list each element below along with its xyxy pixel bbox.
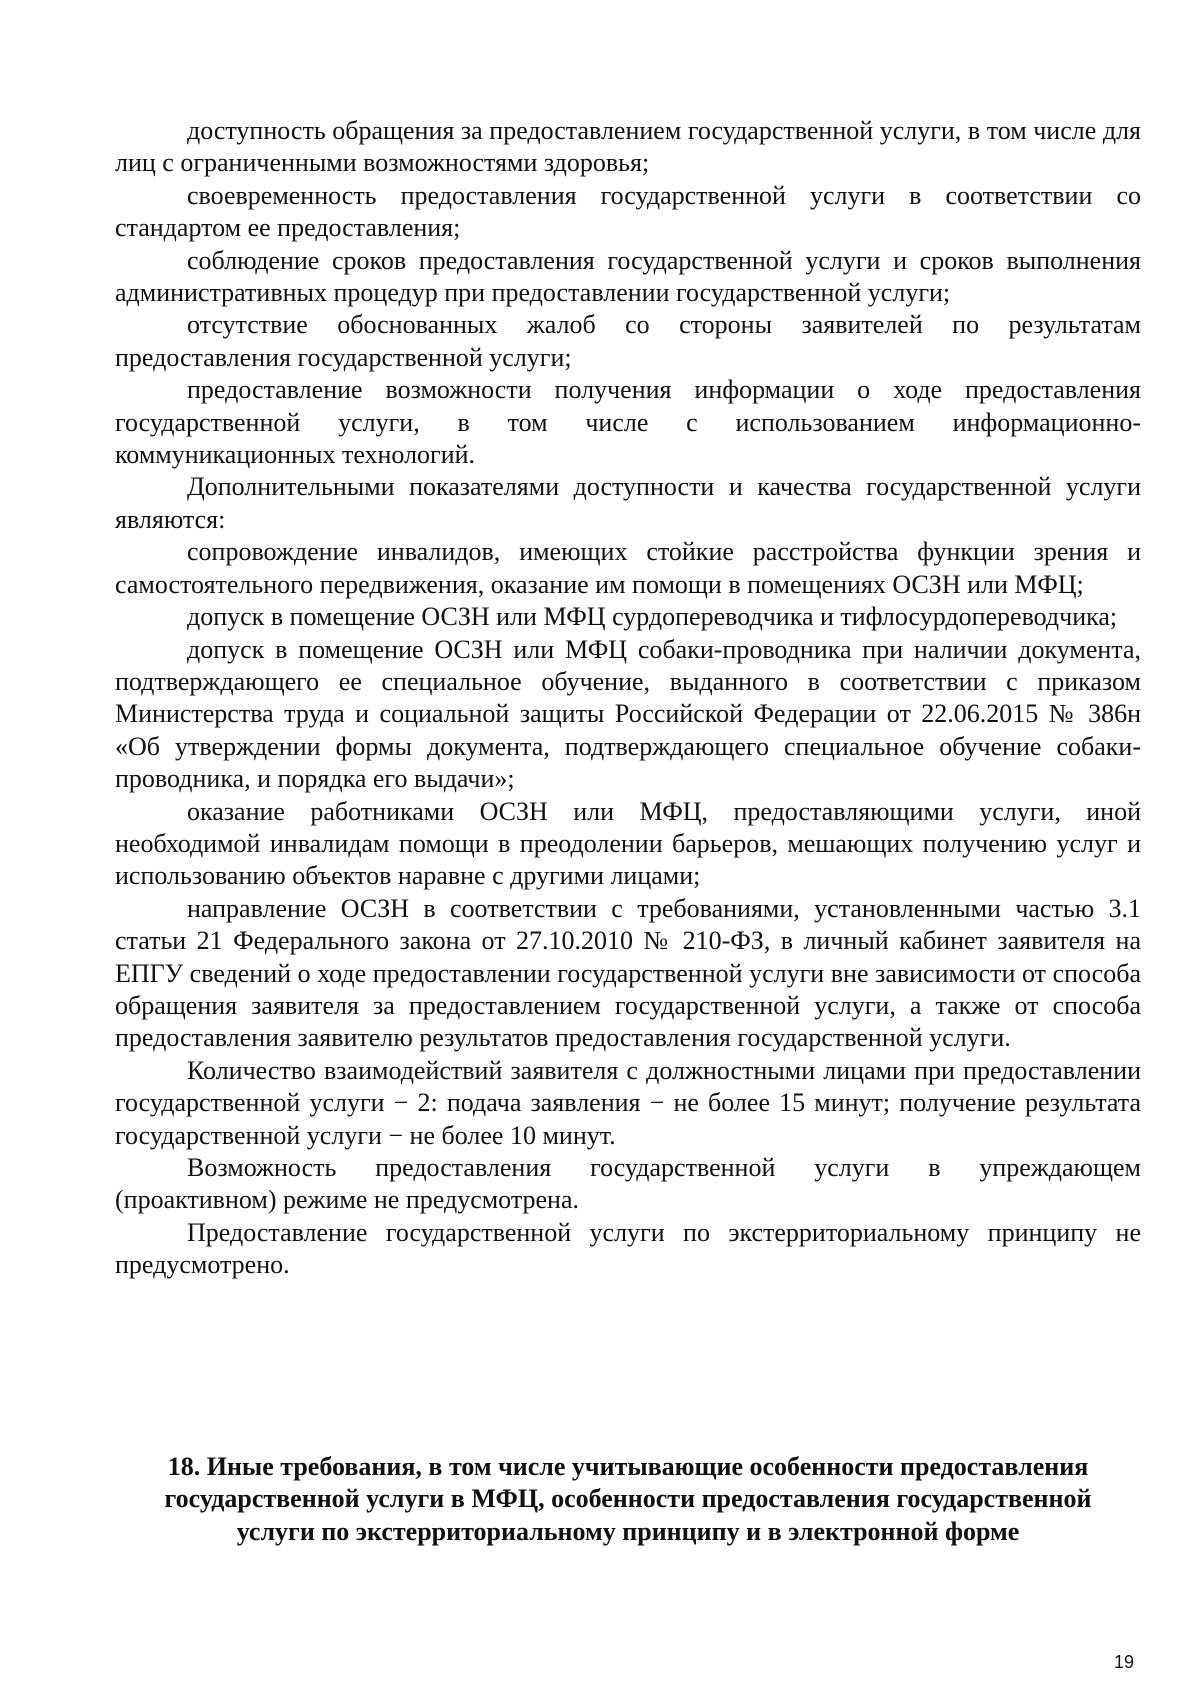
- document-body: [115, 115, 1141, 1282]
- page-number: 19: [1114, 1652, 1135, 1672]
- section-heading-line: государственной услуги в МФЦ, особенности предоставления государственной: [164, 1484, 1092, 1514]
- paragraph: Дополнительными показателями доступности и качества государственной услуги являются:: [115, 472, 1141, 534]
- section-heading: [115, 1451, 1141, 1548]
- paragraph: соблюдение сроков предоставления государственной услуги и сроков выполнения административных процедур при предоставлении государственной услуги;: [115, 245, 1141, 308]
- paragraph: предоставление возможности получения информации о ходе предоставления государственной услуги, в том числе с использованием информационно-коммуникационных технологий.: [115, 375, 1141, 470]
- paragraph: своевременность предоставления государственной услуги в соответствии со стандартом ее предоставления;: [115, 180, 1141, 243]
- paragraph: отсутствие обоснованных жалоб со стороны заявителей по результатам предоставления государственной услуги;: [115, 310, 1141, 372]
- paragraph: Предоставление государственной услуги по экстерриториальному принципу не предусмотрено.: [115, 1217, 1141, 1280]
- paragraph: Количество взаимодействий заявителя с должностными лицами при предоставлении государственной услуги − 2: подача заявления − не более 15 минут; получение результата государственной услуги − не более 10 минут.: [115, 1055, 1141, 1150]
- paragraph: направление ОСЗН в соответствии с требованиями, установленными частью 3.1 статьи 21 Федерального закона от 27.10.2010 № 210-ФЗ, в личный кабинет заявителя на ЕПГУ сведений о ходе предоставлении государственной услуги вне зависимости от способа обращения заявителя за предоставлением государственной услуги, а также от способа предоставления заявителю результатов предоставления государственной услуги.: [115, 893, 1141, 1053]
- paragraph: Возможность предоставления государственной услуги в упреждающем (проактивном) режиме не предусмотрена.: [115, 1153, 1141, 1215]
- section-heading-line: 18. Иные требования, в том числе учитывающие особенности предоставления: [167, 1452, 1089, 1481]
- paragraph: допуск в помещение ОСЗН или МФЦ сурдопереводчика и тифлосурдопереводчика;: [187, 602, 1118, 632]
- paragraph: сопровождение инвалидов, имеющих стойкие расстройства функции зрения и самостоятельного передвижения, оказание им помощи в помещениях ОСЗН или МФЦ;: [115, 537, 1141, 599]
- paragraph: оказание работниками ОСЗН или МФЦ, предоставляющими услуги, иной необходимой инвалидам помощи в преодолении барьеров, мешающих получению услуг и использованию объектов наравне с другими лицами;: [115, 796, 1141, 891]
- paragraph: допуск в помещение ОСЗН или МФЦ собаки-проводника при наличии документа, подтверждающего ее специальное обучение, выданного в соответствии с приказом Министерства труда и социальной защиты Российской Федерации от 22.06.2015 № 386н «Об утверждении формы документа, подтверждающего специальное обучение собаки-проводника, и порядка его выдачи»;: [115, 634, 1141, 794]
- section-heading-line: услуги по экстерриториальному принципу и в электронной форме: [236, 1516, 1020, 1546]
- paragraph: доступность обращения за предоставлением государственной услуги, в том числе для лиц с ограниченными возможностями здоровья;: [115, 116, 1141, 178]
